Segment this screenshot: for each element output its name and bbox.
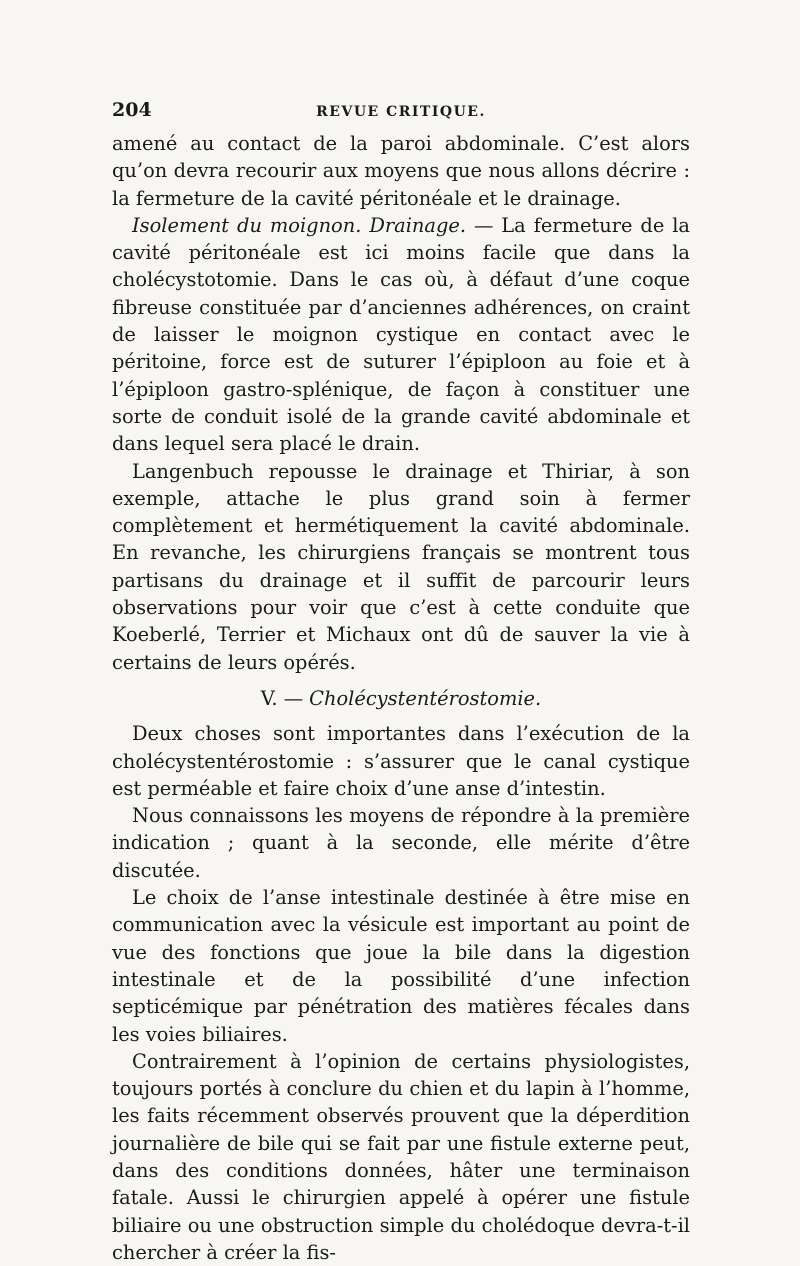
subheading-isolement: Isolement du moignon. Drainage.	[132, 213, 466, 237]
page-number: 204	[112, 99, 152, 121]
running-head	[112, 96, 690, 124]
paragraph-6: Le choix de l’anse intestinale destinée à être mise en communication avec la vésicule est important au point de vue des fonctions que joue la bile dans la digestion intestinale et de la possibilité d’une infection septicémique par pénétration des matières fécales dans les voies biliaires.	[112, 886, 690, 1046]
paragraph-5: Nous connaissons les moyens de répondre à la première indication ; quant à la seconde, elle mérite d’être discutée.	[112, 804, 690, 882]
section-numeral: V. —	[260, 686, 304, 710]
paragraph-7: Contrairement à l’opinion de certains physiologistes, toujours portés à conclure du chien et du lapin à l’homme, les faits récemment observés prouvent que la déperdition journalière de bile qui se fait par une fistule externe peut, dans des conditions données, hâter une terminaison fatale. Aussi le chirurgien appelé à opérer une fistule biliaire ou une obstruction simple du cholédoque devra-t-il chercher à créer la fis-	[112, 1049, 690, 1264]
paragraph-1: amené au contact de la paroi abdominale. C’est alors qu’on devra recourir aux moyens que nous allons décrire : la fermeture de la cavité péritonéale et le drainage.	[112, 132, 690, 210]
paragraph-2	[112, 212, 690, 458]
section-title: Cholécystentérostomie.	[309, 686, 542, 710]
paragraph-2-text: — La fermeture de la cavité péritonéale est ici moins facile que dans la cholécystotomie. Dans le cas où, à défaut d’une coque fibreuse constituée par d’anciennes adhérences, on craint de laisser le moignon cystique en contact avec le péritoine, force est de suturer l’épiploon au foie et à l’épiploon gastro-splénique, de façon à constituer une sorte de conduit isolé de la grande cavité abdominale et dans lequel sera placé le drain.	[112, 213, 690, 456]
body-text	[112, 130, 690, 1266]
section-heading	[112, 685, 690, 712]
page	[112, 96, 690, 1266]
running-title: REVUE CRITIQUE.	[316, 104, 486, 120]
paragraph-3: Langenbuch repousse le drainage et Thiriar, à son exemple, attache le plus grand soin à fermer complètement et hermétiquement la cavité abdominale. En revanche, les chirurgiens français se montrent tous partisans du drainage et il suffit de parcourir leurs observations pour voir que c’est à cette conduite que Koeberlé, Terrier et Michaux ont dû de sauver la vie à certains de leurs opérés.	[112, 459, 690, 674]
paragraph-4: Deux choses sont importantes dans l’exécution de la cholécystentérostomie : s’assurer que le canal cystique est perméable et faire choix d’une anse d’intestin.	[112, 722, 690, 800]
